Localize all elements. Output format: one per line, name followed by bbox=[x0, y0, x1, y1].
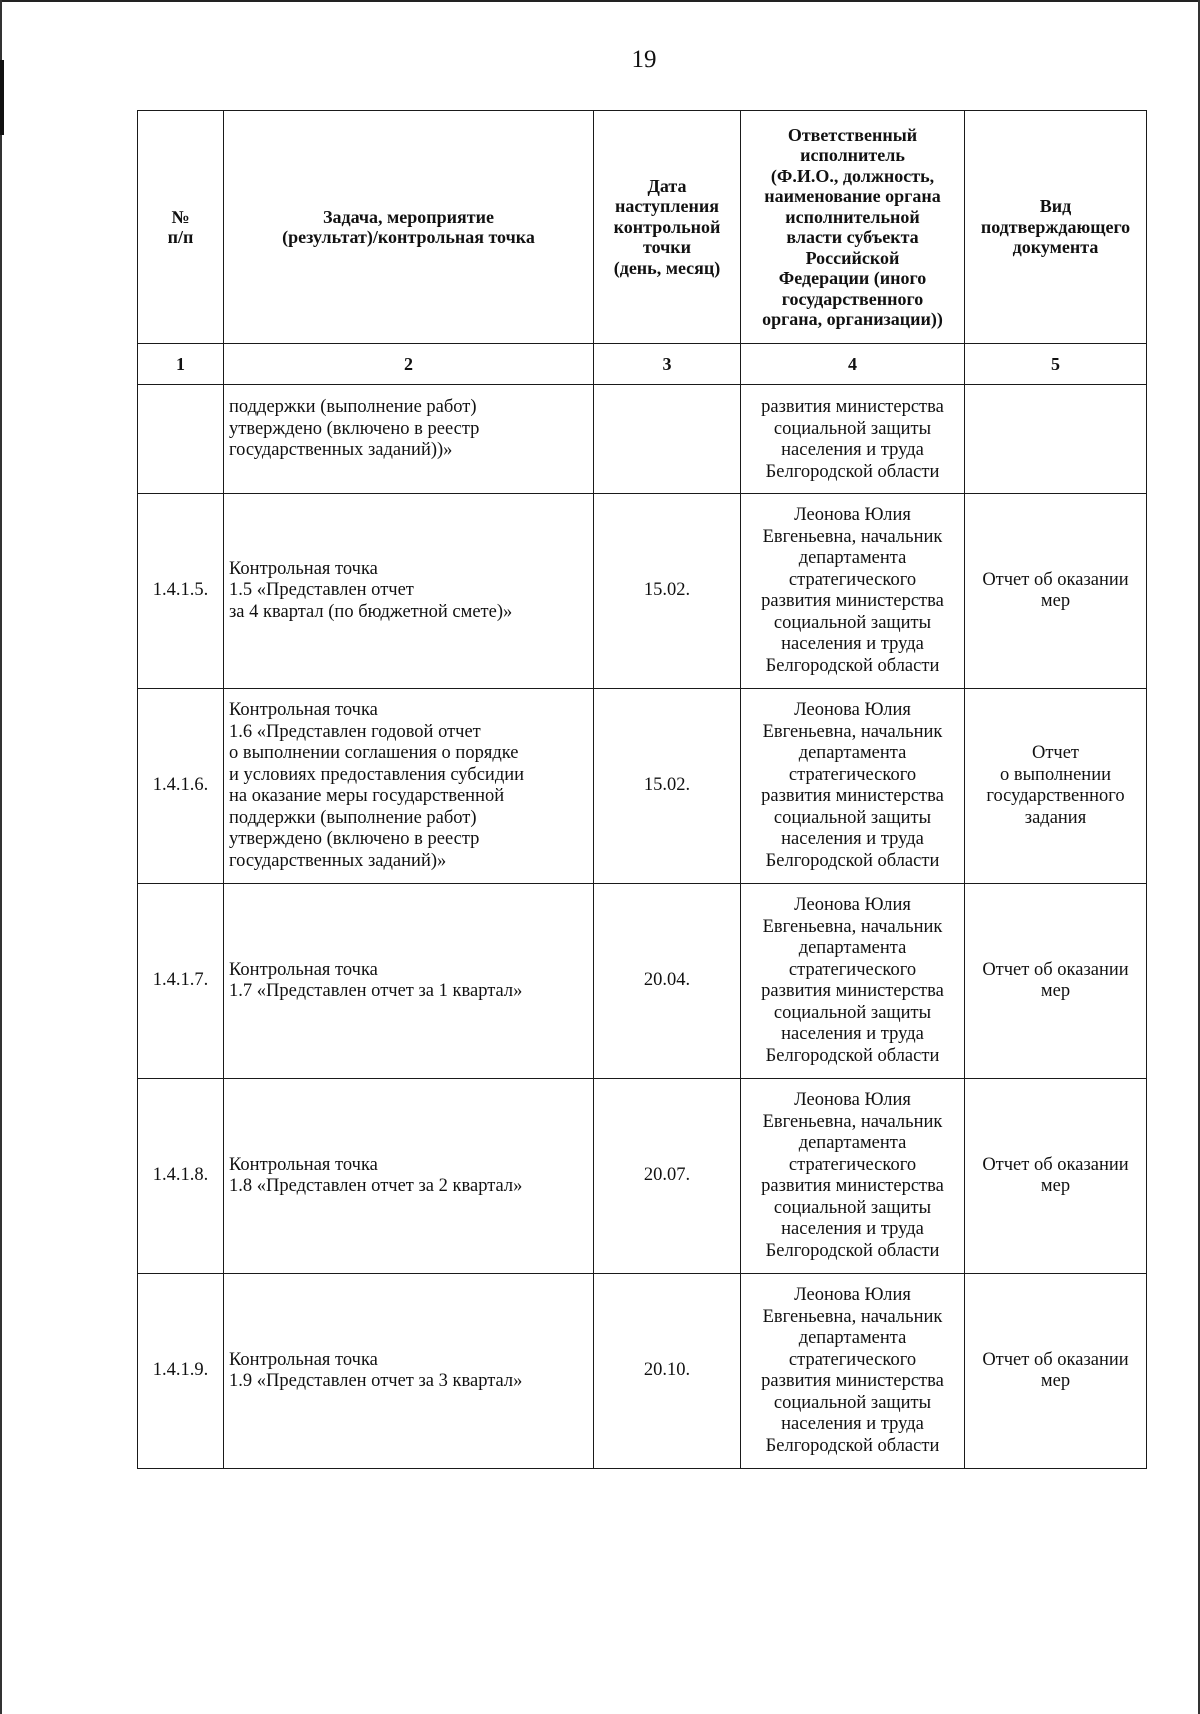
text-line: стратегического bbox=[788, 959, 917, 980]
scan-edge-top bbox=[0, 0, 1200, 2]
text-line: Евгеньевна, начальник bbox=[762, 1111, 943, 1132]
cell-number: 1.4.1.7. bbox=[138, 884, 224, 1079]
cell-document bbox=[965, 385, 1147, 494]
cell-task bbox=[224, 689, 594, 884]
cell-document bbox=[965, 689, 1147, 884]
text-line: 1.5 «Представлен отчет bbox=[229, 580, 414, 601]
text-line: (результат)/контрольная точка bbox=[282, 227, 535, 247]
text-line: Белгородской области bbox=[765, 1045, 940, 1066]
text-line: стратегического bbox=[788, 1154, 917, 1175]
text-line: департамента bbox=[798, 1328, 907, 1348]
text-line: власти субъекта bbox=[786, 227, 919, 247]
text-line: Белгородской области bbox=[765, 850, 940, 871]
cell-number bbox=[138, 385, 224, 494]
scan-edge-left bbox=[0, 0, 2, 1714]
text-line: социальной защиты bbox=[773, 612, 932, 633]
column-number: 2 bbox=[224, 344, 594, 385]
text-line: Белгородской области bbox=[765, 1240, 940, 1261]
text-line: п/п bbox=[167, 227, 194, 247]
text-line: развития министерства bbox=[761, 397, 944, 417]
text-line: Контрольная точка bbox=[229, 700, 378, 720]
text-line: 1.8 «Представлен отчет за 2 квартал» bbox=[229, 1176, 523, 1196]
table-row bbox=[138, 494, 1147, 689]
text-line: Белгородской области bbox=[765, 1435, 940, 1456]
text-line: развития министерства bbox=[761, 1371, 944, 1391]
text-line: Российской bbox=[805, 247, 900, 268]
text-line: мер bbox=[1040, 1176, 1071, 1196]
text-line: 1.7 «Представлен отчет за 1 квартал» bbox=[229, 981, 523, 1001]
text-line: Отчет об оказании bbox=[982, 959, 1129, 980]
cell-document bbox=[965, 1079, 1147, 1274]
text-line: мер bbox=[1040, 591, 1071, 611]
text-line: Евгеньевна, начальник bbox=[762, 721, 943, 742]
text-line: социальной защиты bbox=[773, 1392, 932, 1413]
text-line: точки bbox=[642, 237, 692, 258]
header-document bbox=[965, 111, 1147, 344]
text-line: государственного bbox=[781, 288, 924, 309]
column-number: 4 bbox=[741, 344, 965, 385]
table-row bbox=[138, 884, 1147, 1079]
text-line: стратегического bbox=[788, 1349, 917, 1370]
text-line: департамента bbox=[798, 548, 907, 568]
header-date bbox=[594, 111, 741, 344]
text-line: развития министерства bbox=[761, 981, 944, 1001]
text-line: Контрольная точка bbox=[229, 1154, 378, 1175]
text-line: Федерации (иного bbox=[778, 268, 927, 288]
text-line: исполнитель bbox=[800, 145, 905, 165]
cell-number: 1.4.1.9. bbox=[138, 1274, 224, 1469]
text-line: Отчет bbox=[1031, 743, 1080, 763]
text-line: стратегического bbox=[788, 569, 917, 590]
control-points-table bbox=[137, 110, 1147, 1469]
text-line: социальной защиты bbox=[773, 807, 932, 828]
text-line: развития министерства bbox=[761, 786, 944, 806]
text-line: Ответственный bbox=[787, 124, 918, 145]
text-line: социальной защиты bbox=[773, 1197, 932, 1218]
text-line: Контрольная точка bbox=[229, 1349, 378, 1370]
text-line: контрольной bbox=[613, 216, 721, 237]
text-line: Леонова Юлия bbox=[794, 1285, 911, 1305]
text-line: государственного bbox=[986, 786, 1125, 806]
cell-date: 20.10. bbox=[594, 1274, 741, 1469]
text-line: Контрольная точка bbox=[229, 959, 378, 980]
text-line: на оказание меры государственной bbox=[229, 786, 505, 806]
cell-number: 1.4.1.5. bbox=[138, 494, 224, 689]
table-row bbox=[138, 689, 1147, 884]
text-line: населения и труда bbox=[781, 1414, 924, 1434]
text-line: Белгородской области bbox=[765, 655, 940, 676]
text-line: утверждено (включено в реестр bbox=[229, 829, 480, 849]
table-row-continuation bbox=[138, 385, 1147, 494]
text-line: утверждено (включено в реестр bbox=[229, 418, 480, 439]
text-line: развития министерства bbox=[761, 591, 944, 611]
cell-document bbox=[965, 1274, 1147, 1469]
cell-responsible bbox=[741, 1274, 965, 1469]
column-number-row bbox=[138, 344, 1147, 385]
text-line: департамента bbox=[798, 1133, 907, 1153]
table-row bbox=[138, 1079, 1147, 1274]
text-line: Леонова Юлия bbox=[794, 505, 911, 525]
cell-date: 15.02. bbox=[594, 494, 741, 689]
text-line: (день, месяц) bbox=[613, 257, 721, 278]
text-line: поддержки (выполнение работ) bbox=[229, 807, 477, 828]
table-row bbox=[138, 1274, 1147, 1469]
text-line: Дата bbox=[647, 175, 687, 196]
cell-task bbox=[224, 385, 594, 494]
text-line: Отчет об оказании bbox=[982, 1154, 1129, 1175]
text-line: № bbox=[171, 206, 190, 227]
text-line: задания bbox=[1024, 807, 1087, 828]
text-line: Отчет об оказании bbox=[982, 569, 1129, 590]
text-line: Вид bbox=[1039, 196, 1072, 217]
text-line: Отчет об оказании bbox=[982, 1349, 1129, 1370]
cell-responsible bbox=[741, 1079, 965, 1274]
text-line: 1.9 «Представлен отчет за 3 квартал» bbox=[229, 1371, 523, 1391]
header-task bbox=[224, 111, 594, 344]
cell-task bbox=[224, 884, 594, 1079]
text-line: Евгеньевна, начальник bbox=[762, 526, 943, 547]
text-line: исполнительной bbox=[785, 206, 920, 227]
header-responsible bbox=[741, 111, 965, 344]
cell-number: 1.4.1.6. bbox=[138, 689, 224, 884]
cell-date: 20.04. bbox=[594, 884, 741, 1079]
cell-document bbox=[965, 494, 1147, 689]
text-line: мер bbox=[1040, 1371, 1071, 1391]
text-line: наименование органа bbox=[764, 186, 941, 206]
text-line: населения и труда bbox=[781, 634, 924, 654]
text-line: Леонова Юлия bbox=[794, 700, 911, 720]
cell-task bbox=[224, 1274, 594, 1469]
text-line: о выполнении bbox=[1000, 764, 1111, 785]
header-number bbox=[138, 111, 224, 344]
cell-responsible bbox=[741, 689, 965, 884]
text-line: социальной защиты bbox=[773, 418, 932, 439]
column-number: 5 bbox=[965, 344, 1147, 385]
text-line: за 4 квартал (по бюджетной смете)» bbox=[229, 601, 513, 622]
text-line: и условиях предоставления субсидии bbox=[229, 764, 525, 785]
text-line: Контрольная точка bbox=[229, 558, 378, 579]
cell-responsible bbox=[741, 494, 965, 689]
cell-task bbox=[224, 494, 594, 689]
text-line: Леонова Юлия bbox=[794, 1090, 911, 1110]
text-line: Евгеньевна, начальник bbox=[762, 916, 943, 937]
text-line: наступления bbox=[615, 196, 719, 217]
cell-date: 20.07. bbox=[594, 1079, 741, 1274]
text-line: стратегического bbox=[788, 764, 917, 785]
table-header-row bbox=[138, 111, 1147, 344]
text-line: Евгеньевна, начальник bbox=[762, 1306, 943, 1327]
text-line: мер bbox=[1040, 981, 1071, 1001]
text-line: органа, организации)) bbox=[762, 309, 943, 329]
text-line: населения и труда bbox=[781, 829, 924, 849]
cell-date: 15.02. bbox=[594, 689, 741, 884]
text-line: развития министерства bbox=[761, 1176, 944, 1196]
text-line: департамента bbox=[798, 743, 907, 763]
cell-task bbox=[224, 1079, 594, 1274]
cell-responsible bbox=[741, 385, 965, 494]
text-line: населения и труда bbox=[781, 440, 924, 460]
text-line: поддержки (выполнение работ) bbox=[229, 397, 477, 417]
text-line: (Ф.И.О., должность, bbox=[770, 165, 935, 186]
text-line: населения и труда bbox=[781, 1024, 924, 1044]
text-line: Задача, мероприятие bbox=[323, 206, 494, 227]
text-line: подтверждающего bbox=[980, 216, 1131, 237]
cell-document bbox=[965, 884, 1147, 1079]
text-line: социальной защиты bbox=[773, 1002, 932, 1023]
cell-number: 1.4.1.8. bbox=[138, 1079, 224, 1274]
text-line: населения и труда bbox=[781, 1219, 924, 1239]
text-line: департамента bbox=[798, 938, 907, 958]
column-number: 3 bbox=[594, 344, 741, 385]
text-line: о выполнении соглашения о порядке bbox=[229, 743, 519, 763]
cell-date bbox=[594, 385, 741, 494]
text-line: государственных заданий)» bbox=[229, 850, 447, 871]
text-line: Леонова Юлия bbox=[794, 895, 911, 915]
text-line: государственных заданий))» bbox=[229, 440, 453, 460]
text-line: Белгородской области bbox=[765, 461, 940, 482]
cell-responsible bbox=[741, 884, 965, 1079]
text-line: документа bbox=[1012, 237, 1099, 258]
page-number: 19 bbox=[631, 46, 657, 73]
column-number: 1 bbox=[138, 344, 224, 385]
text-line: 1.6 «Представлен годовой отчет bbox=[229, 721, 481, 742]
